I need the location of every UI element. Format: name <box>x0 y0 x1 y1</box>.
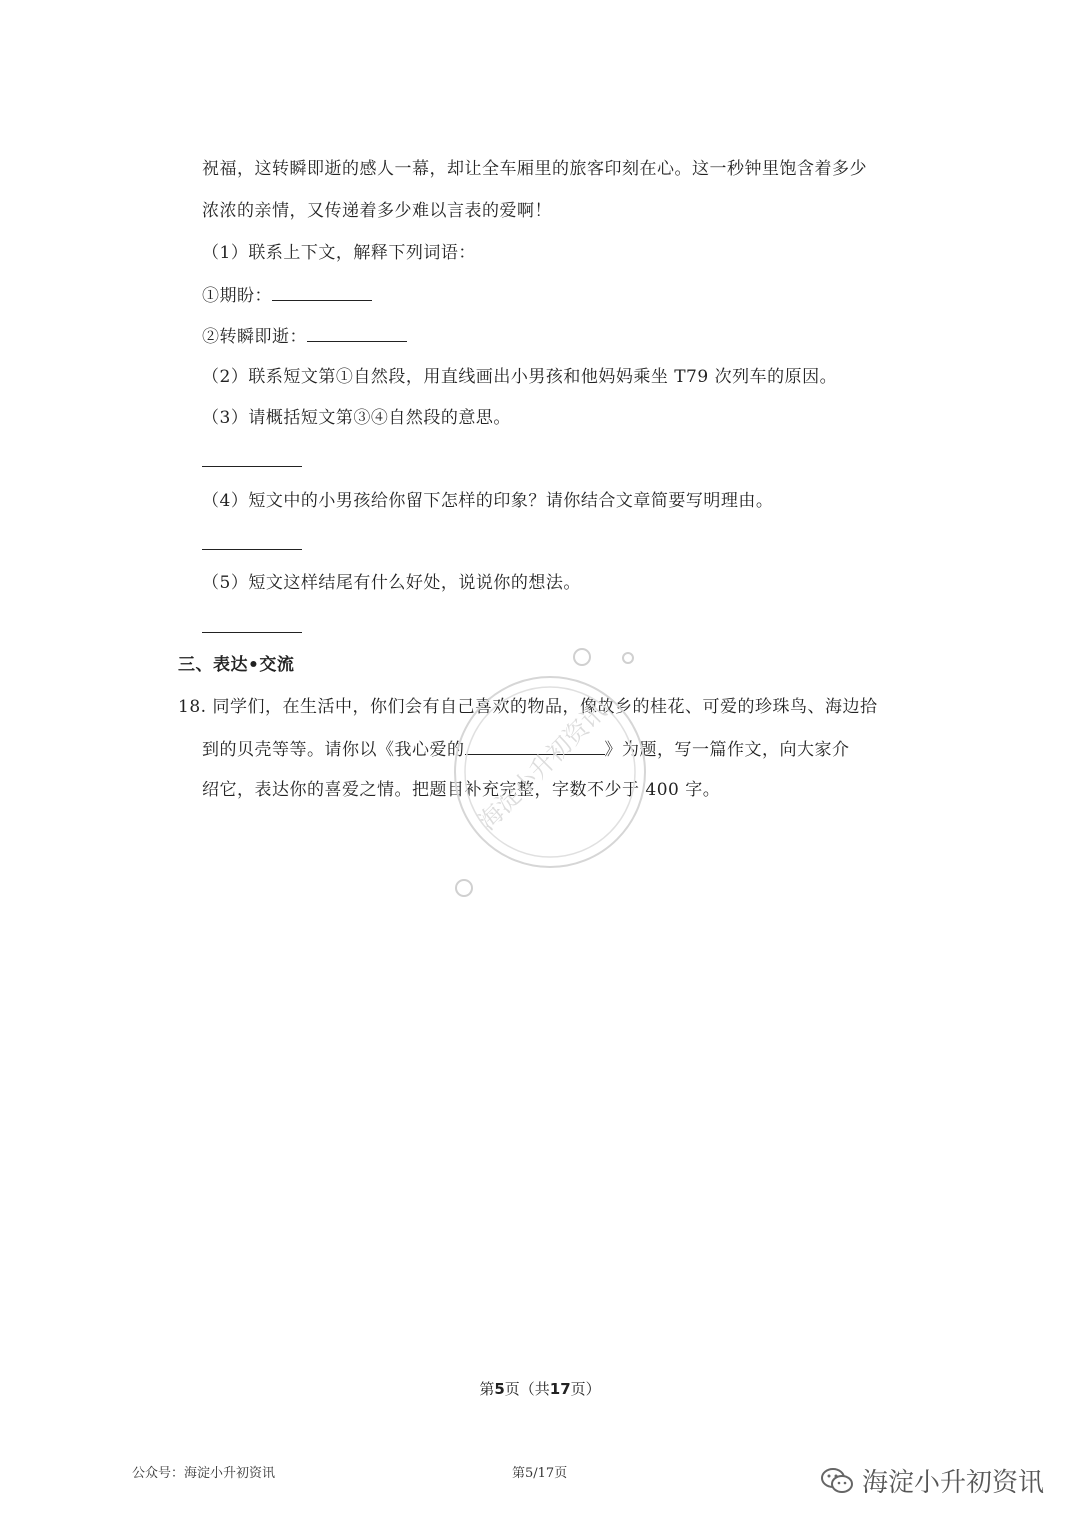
page-number-middle: 页（共 <box>504 1380 550 1398</box>
question-1b-label: ②转瞬即逝： <box>202 327 307 347</box>
passage-line-2: 浓浓的亲情，又传递着多少难以言表的爱啊！ <box>202 201 552 221</box>
question-18-number: 18. <box>178 697 207 717</box>
title-blank <box>465 736 605 755</box>
passage-line-1: 祝福，这转瞬即逝的感人一幕，却让全车厢里的旅客印刻在心。这一秒钟里饱含着多少 <box>202 159 867 179</box>
watermark-text: 海淀小升初资讯 <box>473 697 612 836</box>
page-number-suffix: 页） <box>570 1380 601 1398</box>
question-1a <box>202 282 372 309</box>
question-3: （3）请概括短文第③④自然段的意思。 <box>202 408 511 428</box>
stamp-dot-3 <box>456 880 472 896</box>
question-18-line-3: 绍它，表达你的喜爱之情。把题目补充完整，字数不少于 400 字。 <box>202 780 721 800</box>
question-18-text-1: 同学们，在生活中，你们会有自己喜欢的物品，像故乡的桂花、可爱的珍珠鸟、海边拾 <box>212 697 878 717</box>
wechat-icon <box>820 1467 854 1495</box>
footer-center: 第5/17页 <box>512 1466 568 1481</box>
answer-line-5 <box>202 632 302 633</box>
section-3-title: 三、表达•交流 <box>178 655 295 675</box>
stamp-dot-1 <box>574 649 590 665</box>
question-18-line-2 <box>202 736 850 763</box>
question-4: （4）短文中的小男孩给你留下怎样的印象？请你结合文章简要写明理由。 <box>202 491 774 511</box>
question-1: （1）联系上下文，解释下列词语： <box>202 243 476 263</box>
question-1a-label: ①期盼： <box>202 286 272 306</box>
watermark-stamp <box>420 640 680 910</box>
page-number <box>0 1378 1080 1399</box>
question-18-text-2a: 到的贝壳等等。请你以《我心爱的 <box>202 740 465 760</box>
footer-brand-text: 海淀小升初资讯 <box>861 1468 1044 1498</box>
page-number-total: 17 <box>549 1380 571 1398</box>
answer-blank-1a <box>272 282 372 301</box>
question-18-line-1 <box>178 694 877 720</box>
stamp-dot-2 <box>623 653 633 663</box>
answer-line-3 <box>202 466 302 467</box>
question-2: （2）联系短文第①自然段，用直线画出小男孩和他妈妈乘坐 T79 次列车的原因。 <box>202 367 838 387</box>
page-number-prefix: 第 <box>479 1380 495 1398</box>
question-18-text-2b: 》为题，写一篇作文，向大家介 <box>604 740 850 760</box>
question-1b <box>202 323 407 350</box>
question-5: （5）短文这样结尾有什么好处，说说你的想法。 <box>202 573 581 593</box>
answer-blank-1b <box>307 323 407 342</box>
page-number-current: 5 <box>494 1380 505 1398</box>
footer-left: 公众号：海淀小升初资讯 <box>132 1466 276 1481</box>
answer-line-4 <box>202 549 302 550</box>
footer-brand <box>820 1462 1044 1499</box>
